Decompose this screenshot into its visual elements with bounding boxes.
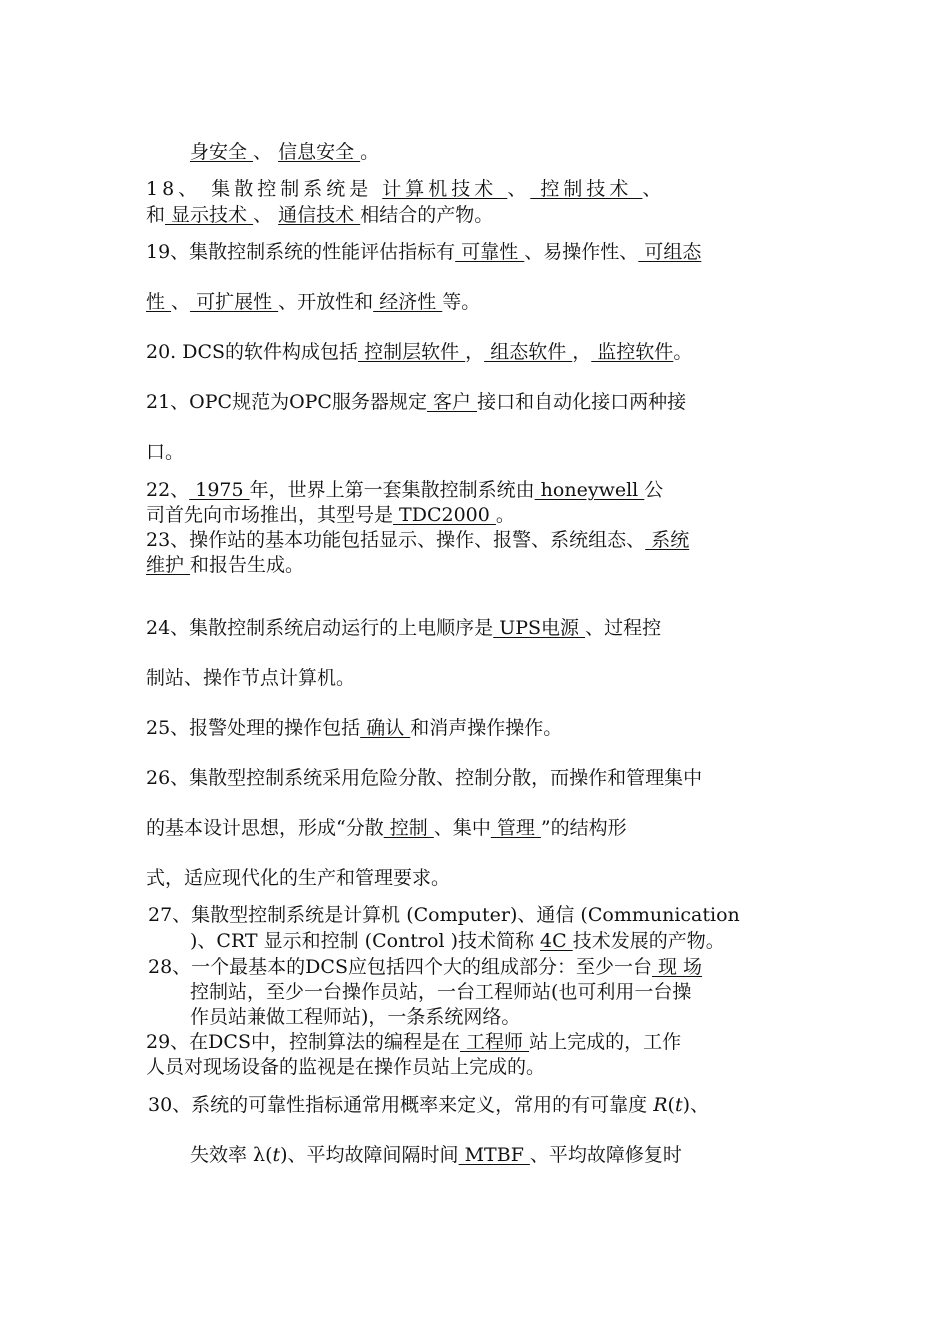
line-text: 29、在DCS中，控制算法的编程是在 [146,1031,460,1053]
answer-blank: 确认 [360,717,411,739]
answer-blank: 工程师 [459,1031,530,1053]
line-text: 司首先向市场推出，其型号是 [146,504,394,526]
line-text: ， [465,341,485,363]
line-text: 27、集散型控制系统是计算机 (Computer)、通信 (Communication [148,904,740,926]
answer-blank: 控制层软件 [358,341,466,363]
answer-blank: 身安全 [190,141,254,163]
text-line [146,616,661,640]
line-text: 相结合的产物。 [360,204,494,226]
answer-blank: 控制 [383,817,434,839]
text-line [146,866,450,890]
text-line [148,955,702,979]
text-line [146,478,663,502]
line-text: 和报告生成。 [190,554,305,576]
line-text: t [674,1094,683,1116]
line-text: 、集中 [433,817,491,839]
line-text: 。 [495,504,515,526]
text-line [148,903,740,927]
answer-blank: 维护 [146,554,191,576]
text-line [146,816,627,840]
text-line [190,980,691,1004]
line-text: 25、报警处理的操作包括 [146,717,361,739]
text-line [146,553,304,577]
answer-blank: 可靠性 [455,241,525,263]
line-text: 控制站，至少一台操作员站，一台工程师站(也可利用一台操 [190,981,692,1003]
line-text: 、平均故障修复时 [529,1144,682,1166]
line-text: 、 [253,204,279,226]
line-text: 公 [644,479,664,501]
answer-blank: 系统 [645,529,690,551]
text-line [146,716,562,740]
text-line [146,177,665,201]
answer-blank: 通信技术 [278,204,361,226]
line-text: R [653,1094,668,1116]
text-line [146,340,692,364]
answer-blank: 可组态 [638,241,702,263]
answer-blank: honeywell [534,479,645,501]
line-text: 28、一个最基本的DCS应包括四个大的组成部分：至少一台 [148,956,652,978]
line-text: 23、操作站的基本功能包括显示、操作、报警、系统组态、 [146,529,646,551]
line-text: 26、集散型控制系统采用危险分散、控制分散，而操作和管理集中 [146,767,703,789]
text-line [190,929,725,953]
line-text: 。 [360,141,380,163]
line-text: 、 [253,141,279,163]
line-text: )、CRT 显示和控制 (Control )技术简称 [190,930,541,952]
text-line [146,666,355,690]
answer-blank: UPS电源 [493,617,586,639]
line-text: 、易操作性、 [524,241,639,263]
line-text: 接口和自动化接口两种接 [477,391,687,413]
answer-blank: 信息安全 [278,141,361,163]
text-line [146,766,702,790]
answer-blank: 监控软件 [591,341,674,363]
line-text: 。 [673,341,693,363]
line-text: )、平均故障间隔时间 [280,1144,459,1166]
line-text: 失效率 λ( [190,1144,273,1166]
line-text: 21、OPC规范为OPC服务器规定 [146,391,427,413]
line-text: ， [572,341,592,363]
text-line [146,390,686,414]
line-text: 和 [146,204,166,226]
line-text: 、 [642,178,666,200]
answer-blank: 组态软件 [484,341,573,363]
answer-blank: 计算机技术 [382,178,508,200]
text-line [146,203,493,227]
line-text: 技术发展的产物。 [572,930,725,952]
answer-blank: 管理 [490,817,541,839]
line-text: 等。 [442,291,481,313]
answer-blank: 现 场 [651,956,703,978]
text-line [146,503,515,527]
line-text: ”的结构形 [540,817,627,839]
line-text: 口。 [146,441,185,463]
line-text: 制站、操作节点计算机。 [146,667,356,689]
answer-blank: 1975 [189,479,250,501]
text-line [146,440,184,464]
answer-blank: 显示技术 [165,204,254,226]
line-text: 30、系统的可靠性指标通常用概率来定义，常用的有可靠度 [148,1094,654,1116]
answer-blank: TDC2000 [393,504,496,526]
line-text: 20. DCS的软件构成包括 [146,341,359,363]
line-text: 和消声操作操作。 [410,717,563,739]
answer-blank: 4C [540,930,573,952]
line-text: 、过程控 [585,617,662,639]
line-text: ( [667,1094,675,1116]
text-line [146,528,689,552]
line-text: t [272,1144,281,1166]
text-line [146,1055,545,1079]
line-text: 18、 集散控制系统是 [146,178,383,200]
line-text: 、开放性和 [278,291,374,313]
line-text: 站上完成的，工作 [529,1031,682,1053]
text-line [190,1005,520,1029]
line-text: 人员对现场设备的监视是在操作员站上完成的。 [146,1056,546,1078]
text-line [190,140,379,164]
line-text: 19、集散控制系统的性能评估指标有 [146,241,456,263]
text-line [190,1143,682,1167]
line-text: 22、 [146,479,190,501]
text-line [146,240,701,264]
line-text: 、 [507,178,531,200]
text-line [146,290,480,314]
line-text: 年，世界上第一套集散控制系统由 [249,479,535,501]
line-text: 式，适应现代化的生产和管理要求。 [146,867,451,889]
text-line [146,1030,681,1054]
answer-blank: 性 [146,291,172,313]
line-text: 的基本设计思想，形成“分散 [146,817,384,839]
answer-blank: 控制技术 [530,178,643,200]
answer-blank: MTBF [458,1144,530,1166]
line-text: 24、集散控制系统启动运行的上电顺序是 [146,617,494,639]
answer-blank: 经济性 [373,291,443,313]
line-text: )、 [682,1094,710,1116]
answer-blank: 可扩展性 [190,291,279,313]
line-text: 、 [171,291,191,313]
line-text: 作员站兼做工程师站)，一条系统网络。 [190,1006,521,1028]
answer-blank: 客户 [426,391,478,413]
text-line [148,1093,709,1117]
